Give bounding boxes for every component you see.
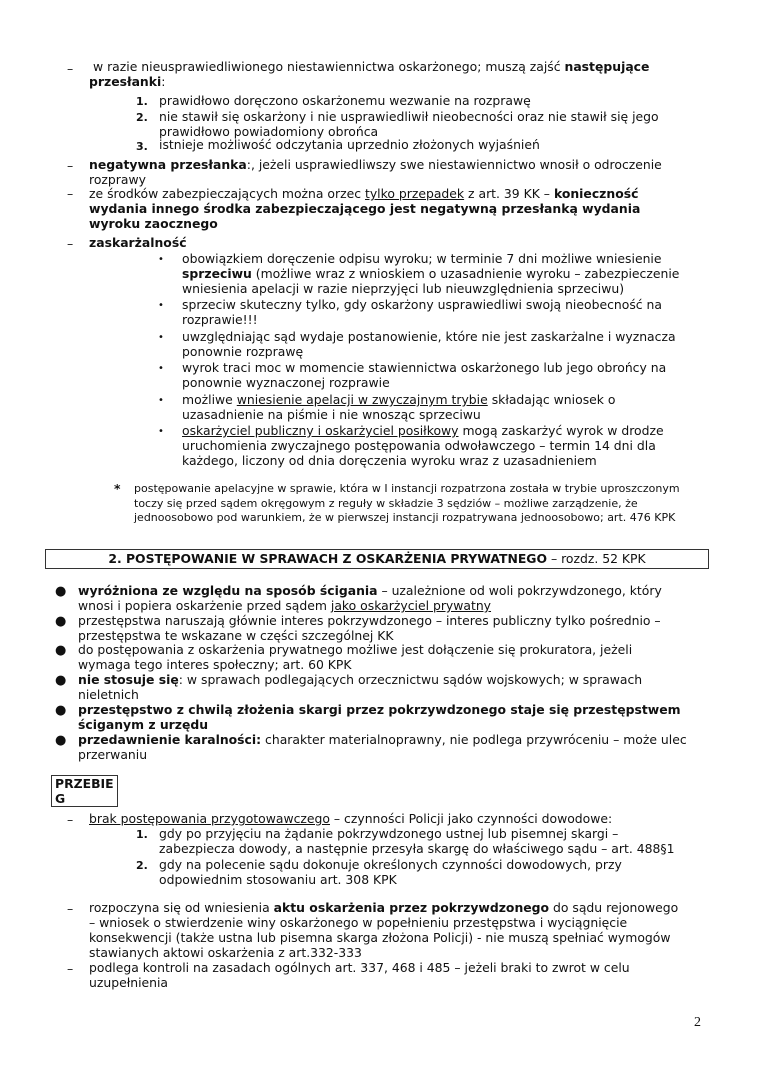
appeal-item: możliwe wniesienie apelacji w zwyczajnym trybie składając wniosek o uzasadnienie na piśmie i nie wnosząc sprzeciwu bbox=[182, 392, 616, 422]
appeal-heading: zaskarżalność bbox=[89, 235, 187, 250]
negative-premise: negatywna przesłanka:, jeżeli usprawiedliwszy swe niestawiennictwo wnosił o odroczenie rozprawy bbox=[89, 157, 662, 187]
list-number: 1. bbox=[136, 828, 148, 841]
dash-bullet: – bbox=[67, 961, 74, 976]
dash-bullet: – bbox=[67, 186, 74, 201]
list-item: prawidłowo doręczono oskarżonemu wezwanie na rozprawę bbox=[159, 93, 531, 108]
bullet: ● bbox=[55, 733, 67, 748]
bullet: ● bbox=[55, 614, 67, 629]
appeal-item: uwzględniając sąd wydaje postanowienie, które nie jest zaskarżalne i wyznacza ponownie rozprawę bbox=[182, 329, 676, 359]
small-bullet: • bbox=[158, 254, 164, 265]
bullet: ● bbox=[55, 643, 67, 658]
small-bullet: • bbox=[158, 332, 164, 343]
appeal-item: sprzeciw skuteczny tylko, gdy oskarżony usprawiedliwi swoją nieobecność na rozprawie!!! bbox=[182, 297, 662, 327]
premises-paragraph: w razie nieusprawiedliwionego niestawiennictwa oskarżonego; muszą zajść następujące przesłanki: bbox=[89, 59, 650, 89]
course-prep: brak postępowania przygotowawczego – czynności Policji jako czynności dowodowe: bbox=[89, 811, 613, 826]
list-number: 1. bbox=[136, 95, 148, 108]
list-item: nie stawił się oskarżony i nie usprawiedliwił nieobecności oraz nie stawił się jego prawidłowo powiadomiony obrońca bbox=[159, 109, 659, 139]
dash-bullet: – bbox=[67, 236, 74, 251]
small-bullet: • bbox=[158, 395, 164, 406]
course-start: rozpoczyna się od wniesienia aktu oskarżenia przez pokrzywdzonego do sądu rejonowego – wniosek o stwierdzenie winy oskarżonego w popełnieniu przestępstwa i wyciągnięcie konsekwencji (także ustna lub pisemna skarga złożona Policji) - nie muszą spełniać wymogów stawianych aktowi oskarżenia z art.332-333 bbox=[89, 900, 679, 960]
private-item: przestępstwa naruszają głównie interes pokrzywdzonego – interes publiczny tylko pośrednio – przestępstwa te wskazane w części szczególnej KK bbox=[78, 613, 661, 643]
private-item: przestępstwo z chwilą złożenia skargi przez pokrzywdzonego staje się przestępstwem ściganym z urzędu bbox=[78, 702, 681, 732]
private-item: nie stosuje się: w sprawach podlegających orzecznictwu sądów wojskowych; w sprawach nieletnich bbox=[78, 672, 643, 702]
list-number: 3. bbox=[136, 140, 148, 153]
list-item: gdy po przyjęciu na żądanie pokrzywdzonego ustnej lub pisemnej skargi – zabezpiecza dowody, a następnie przesyła skargę do właściwego sądu – art. 488§1 bbox=[159, 826, 675, 856]
dash-bullet: – bbox=[67, 901, 74, 916]
private-item: do postępowania z oskarżenia prywatnego możliwe jest dołączenie się prokuratora, jeżeli wymaga tego interes społeczny; art. 60 KPK bbox=[78, 642, 633, 672]
asterisk-marker: * bbox=[114, 481, 121, 496]
course-box: PRZEBIE G bbox=[51, 775, 118, 807]
small-bullet: • bbox=[158, 300, 164, 311]
small-bullet: • bbox=[158, 363, 164, 374]
private-item: wyróżniona ze względu na sposób ścigania – uzależnione od woli pokrzywdzonego, który wnosi i popiera oskarżenie przed sądem jako oskarżyciel prywatny bbox=[78, 583, 662, 613]
appeal-item: oskarżyciel publiczny i oskarżyciel posiłkowy mogą zaskarżyć wyrok w drodze uruchomienia zwyczajnego postępowania odwoławczego – termin 14 dni dla każdego, liczony od dnia doręczenia wyroku wraz z uzasadnieniem bbox=[182, 423, 664, 468]
dash-bullet: – bbox=[67, 61, 74, 76]
bullet: ● bbox=[55, 703, 67, 718]
appeal-item: wyrok traci moc w momencie stawiennictwa oskarżonego lub jego obrońcy na ponownie wyznaczonej rozprawie bbox=[182, 360, 667, 390]
course-control: podlega kontroli na zasadach ogólnych art. 337, 468 i 485 – jeżeli braki to zwrot w celu uzupełnienia bbox=[89, 960, 630, 990]
list-item: istnieje możliwość odczytania uprzednio złożonych wyjaśnień bbox=[159, 137, 540, 152]
bullet: ● bbox=[55, 584, 67, 599]
section-heading: 2. POSTĘPOWANIE W SPRAWACH Z OSKARŻENIA PRYWATNEGO – rozdz. 52 KPK bbox=[45, 549, 709, 569]
list-number: 2. bbox=[136, 859, 148, 872]
private-item: przedawnienie karalności: charakter materialnoprawny, nie podlega przywróceniu – może ulec przerwaniu bbox=[78, 732, 687, 762]
footnote: postępowanie apelacyjne w sprawie, która w I instancji rozpatrzona została w trybie uproszczonym toczy się przed sądem okręgowym z reguły w składzie 3 sędziów – możliwe zarządzenie, że jednoosobowo pod warunkiem, że w pierwszej instancji rozpatrywana jednoosobowo; art. 476 KPK bbox=[134, 482, 680, 524]
bullet: ● bbox=[55, 673, 67, 688]
list-number: 2. bbox=[136, 111, 148, 124]
measures-paragraph: ze środków zabezpieczających można orzec tylko przepadek z art. 39 KK – konieczność wydania innego środka zabezpieczającego jest negatywną przesłanką wydania wyroku zaocznego bbox=[89, 186, 641, 231]
small-bullet: • bbox=[158, 426, 164, 437]
page-number: 2 bbox=[694, 1015, 701, 1030]
list-item: gdy na polecenie sądu dokonuje określonych czynności dowodowych, przy odpowiednim stosowaniu art. 308 KPK bbox=[159, 857, 622, 887]
dash-bullet: – bbox=[67, 158, 74, 173]
dash-bullet: – bbox=[67, 812, 74, 827]
appeal-item: obowiązkiem doręczenie odpisu wyroku; w terminie 7 dni możliwe wniesienie sprzeciwu (możliwe wraz z wnioskiem o uzasadnienie wyroku – zabezpieczenie wniesienia apelacji w razie nieprzyjęci lub nieuwzględnienia sprzeciwu) bbox=[182, 251, 680, 296]
